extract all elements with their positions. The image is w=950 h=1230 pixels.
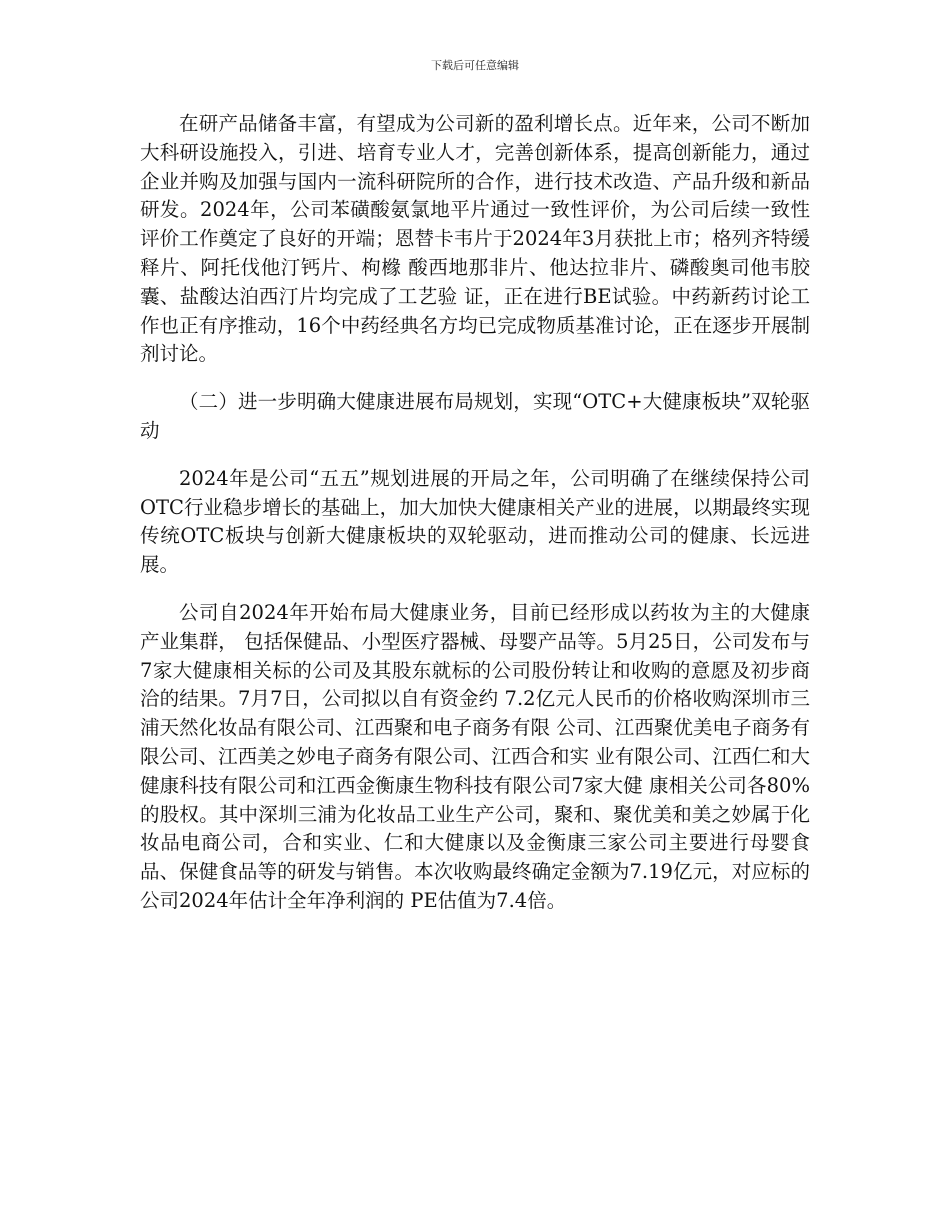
section-heading: （二）进一步明确大健康进展布局规划，实现“OTC+大健康板块”双轮驱动 bbox=[140, 390, 810, 442]
document-body bbox=[140, 110, 810, 935]
paragraph-acquisition: 公司自2024年开始布局大健康业务，目前已经形成以药妆为主的大健康产业集群， 包括保健品、小型医疗器械、母婴产品等。5月25日，公司发布与7家大健康相关标的公司及其股东就标的公司股份转让和收购的意愿及初步商洽的结果。7月7日，公司拟以自有资金约 7.2亿元人民币的价格收购深圳市三浦天然化妆品有限公司、江西聚和电子商务有限 公司、江西聚优美电子商务有限公司、江西美之妙电子商务有限公司、江西合和实 业有限公司、江西仁和大健康科技有限公司和江西金衡康生物科技有限公司7家大健 康相关公司各80%的股权。其中深圳三浦为化妆品工业生产公司，聚和、聚优美和美之妙属于化妆品电商公司，合和实业、仁和大健康以及金衡康三家公司主要进行母婴食品、保健食品等的研发与销售。本次收购最终确定金额为7.19亿元，对应标的公司2024年估计全年净利润的 PE估值为7.4倍。 bbox=[140, 600, 810, 912]
paragraph-plan: 2024年是公司“五五”规划进展的开局之年，公司明确了在继续保持公司OTC行业稳步增长的基础上，加大加快大健康相关产业的进展，以期最终实现传统OTC板块与创新大健康板块的双轮驱动，进而推动公司的健康、长远进展。 bbox=[140, 466, 810, 577]
page-header: 下载后可任意编辑 bbox=[431, 59, 519, 72]
paragraph-rd-pipeline: 在研产品储备丰富，有望成为公司新的盈利增长点。近年来，公司不断加大科研设施投入，引进、培育专业人才，完善创新体系，提高创新能力，通过企业并购及加强与国内一流科研院所的合作，进行技术改造、产品升级和新品研发。2024年，公司苯磺酸氨氯地平片通过一致性评价，为公司后续一致性评价工作奠定了良好的开端；恩替卡韦片于2024年3月获批上市；格列齐特缓释片、阿托伐他汀钙片、枸橼 酸西地那非片、他达拉非片、磷酸奥司他韦胶囊、盐酸达泊西汀片均完成了工艺验 证，正在进行BE试验。中药新药讨论工作也正有序推动，16个中药经典名方均已完成物质基准讨论，正在逐步开展制剂讨论。 bbox=[140, 112, 810, 366]
